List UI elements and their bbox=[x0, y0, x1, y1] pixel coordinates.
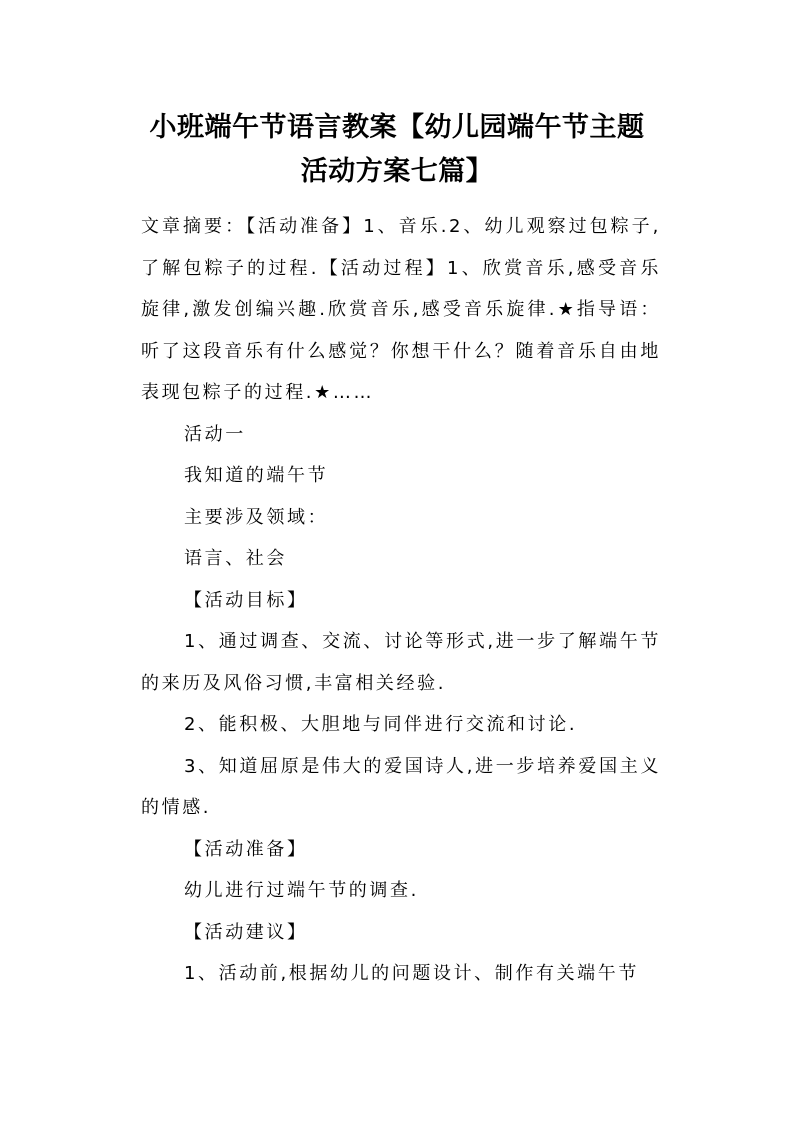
prep-text: 幼儿进行过端午节的调查. bbox=[184, 880, 419, 901]
document-body bbox=[141, 206, 661, 995]
suggest-heading: 【活动建议】 bbox=[184, 921, 308, 943]
suggest-item-1: 1、活动前,根据幼儿的问题设计、制作有关端午节 bbox=[184, 963, 639, 984]
domain-label: 主要涉及领域： bbox=[184, 506, 329, 528]
article-summary: 文章摘要：【活动准备】1、音乐.2、幼儿观察过包粽子,了解包粽子的过程.【活动过程】1、欣赏音乐,感受音乐旋律,激发创编兴趣.欣赏音乐,感受音乐旋律.★指导语：听了这段音乐有什么感觉？你想干什么？随着音乐自由地表现包粽子的过程.★…… bbox=[141, 216, 661, 403]
goal-item-2: 2、能积极、大胆地与同伴进行交流和讨论. bbox=[184, 714, 578, 735]
document-title bbox=[130, 106, 664, 194]
domain-value: 语言、社会 bbox=[184, 548, 287, 569]
goal-item-1: 1、通过调查、交流、讨论等形式,进一步了解端午节的来历及风俗习惯,丰富相关经验. bbox=[141, 631, 661, 694]
title-line-1: 小班端午节语言教案【幼儿园端午节主题 bbox=[149, 112, 645, 143]
activity-label: 活动一 bbox=[184, 423, 246, 445]
prep-heading: 【活动准备】 bbox=[184, 838, 308, 860]
activity-name: 我知道的端午节 bbox=[184, 465, 329, 486]
goals-heading: 【活动目标】 bbox=[184, 589, 308, 611]
goal-item-3: 3、知道屈原是伟大的爱国诗人,进一步培养爱国主义的情感. bbox=[141, 755, 661, 818]
title-line-2: 活动方案七篇】 bbox=[300, 156, 494, 187]
